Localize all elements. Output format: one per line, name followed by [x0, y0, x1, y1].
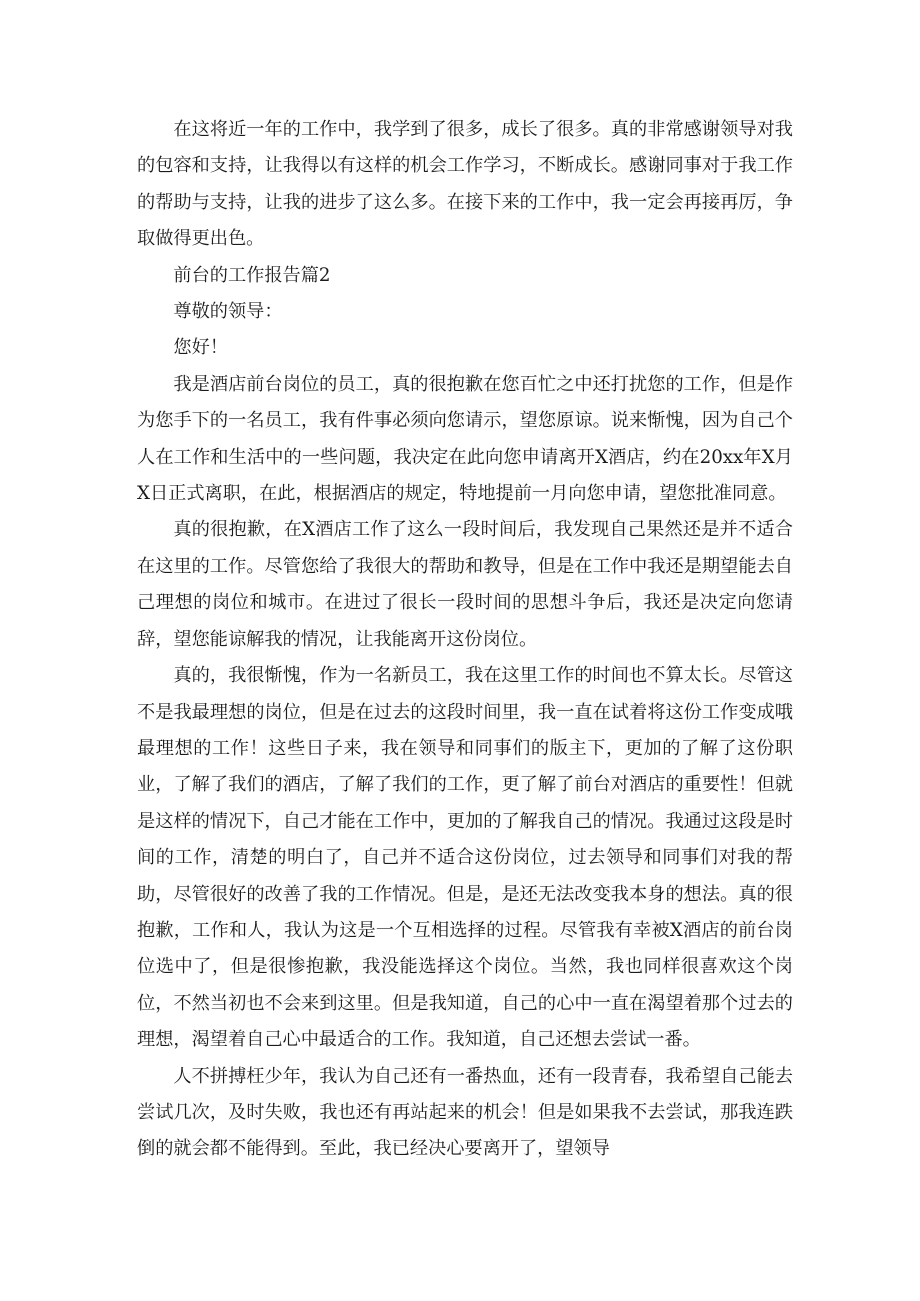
paragraph-resignation-request: 我是酒店前台岗位的员工，真的很抱歉在您百忙之中还打扰您的工作，但是作为您手下的一名员工，我有件事必须向您请示，望您原谅。说来惭愧，因为自己个人在工作和生活中的一些问题，我决定在此向您申请离开X酒店，约在20xx年X月X日正式离职，在此，根据酒店的规定，特地提前一月向您申请，望您批准同意。 — [137, 373, 793, 505]
paragraph-gratitude: 在这将近一年的工作中，我学到了很多，成长了很多。真的非常感谢领导对我的包容和支持，让我得以有这样的机会工作学习，不断成长。感谢同事对于我工作的帮助与支持，让我的进步了这么多。在接下来的工作中，我一定会再接再厉，争取做得更出色。 — [137, 119, 793, 250]
section-heading: 前台的工作报告篇2 — [173, 264, 331, 286]
paragraph-apology: 真的很抱歉，在X酒店工作了这么一段时间后，我发现自己果然还是并不适合在这里的工作。尽管您给了我很大的帮助和教导，但是在工作中我还是期望能去自己理想的岗位和城市。在进过了很长一段时间的思想斗争后，我还是决定向您请辞，望您能谅解我的情况，让我能离开这份岗位。 — [137, 519, 793, 650]
greeting: 您好！ — [173, 337, 228, 359]
salutation: 尊敬的领导： — [173, 301, 283, 323]
document-body — [137, 112, 793, 1168]
paragraph-aspiration: 人不拼搏枉少年，我认为自己还有一番热血，还有一段青春，我希望自己能去尝试几次，及时失败，我也还有再站起来的机会！但是如果我不去尝试，那我连跌倒的就会都不能得到。至此，我已经决心要离开了，望领导 — [137, 1065, 793, 1160]
paragraph-reflection: 真的，我很惭愧，作为一名新员工，我在这里工作的时间也不算太长。尽管这不是我最理想的岗位，但是在过去的这段时间里，我一直在试着将这份工作变成哦最理想的工作！这些日子来，我在领导和同事们的版主下，更加的了解了这份职业，了解了我们的酒店，了解了我们的工作，更了解了前台对酒店的重要性！但就是这样的情况下，自己才能在工作中，更加的了解我自己的情况。我通过这段是时间的工作，清楚的明白了，自己并不适合这份岗位，过去领导和同事们对我的帮助，尽管很好的改善了我的工作情况。但是，是还无法改变我本身的想法。真的很抱歉，工作和人，我认为这是一个互相选择的过程。尽管我有幸被X酒店的前台岗位选中了，但是很惨抱歉，我没能选择这个岗位。当然，我也同样很喜欢这个岗位，不然当初也不会来到这里。但是我知道，自己的心中一直在渴望着那个过去的理想，渴望着自己心中最适合的工作。我知道，自己还想去尝试一番。 — [137, 665, 793, 1051]
